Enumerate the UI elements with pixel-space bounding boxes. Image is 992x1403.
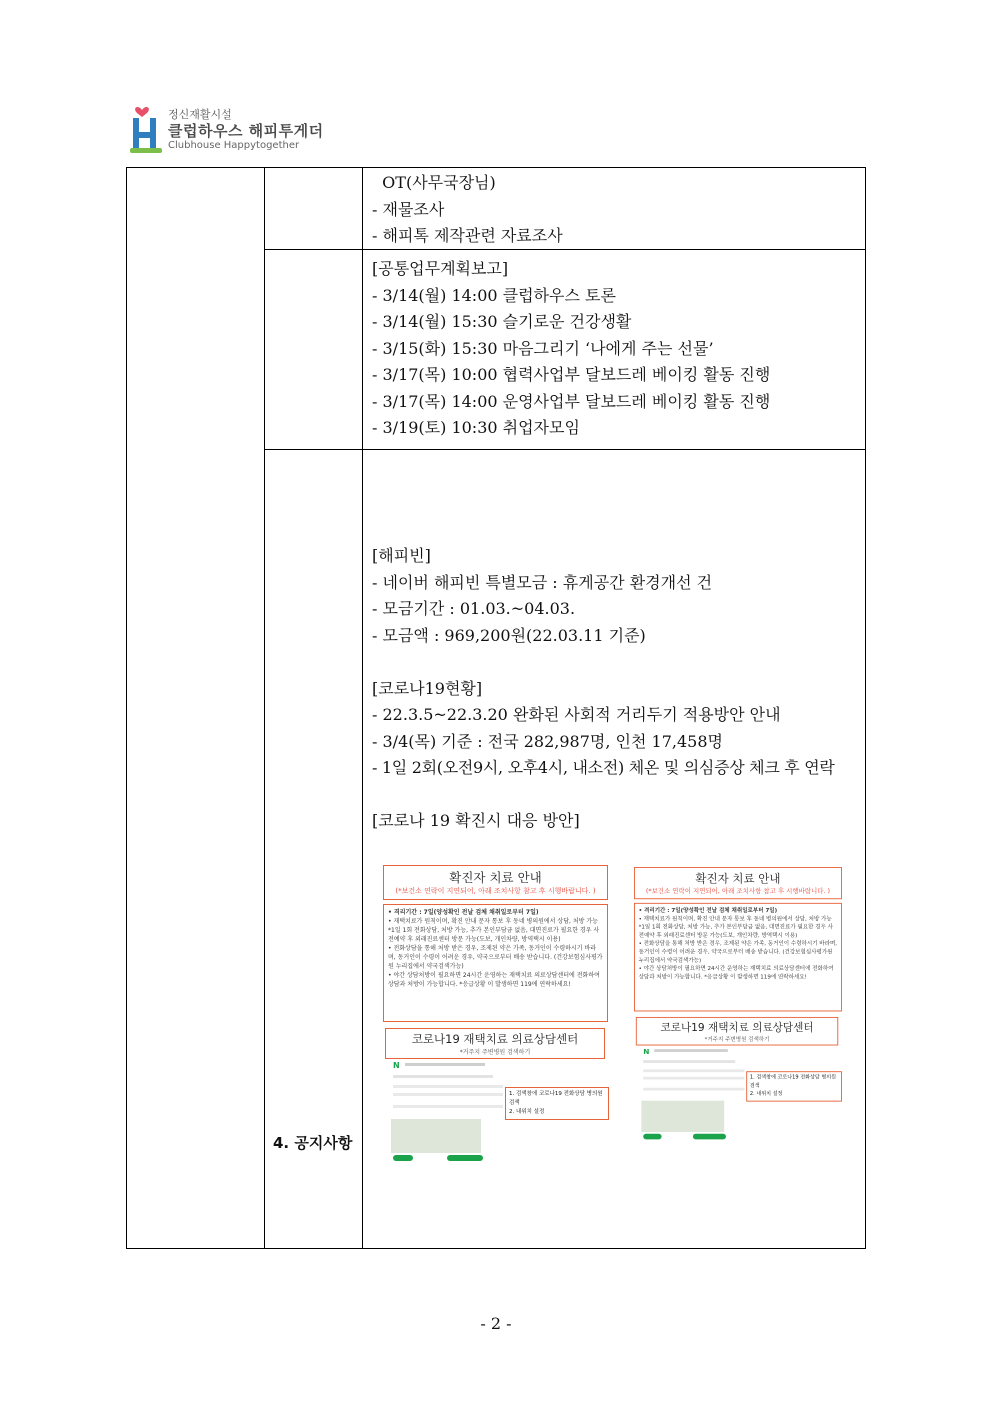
center-subtitle: *거주지 주변병원 검색하기	[459, 1049, 531, 1056]
result-line	[393, 1085, 503, 1088]
covid-notice-image-right	[634, 867, 842, 1139]
schedule-item: - 3/14(월) 15:30 슬기로운 건강생활	[372, 312, 632, 331]
logo-subtitle: 정신재활시설	[168, 108, 232, 121]
center-title: 코로나19 재택치료 의료상담센터	[411, 1032, 579, 1046]
schedule-item: - 3/14(월) 14:00 클럽하우스 토론	[372, 285, 616, 305]
map-button	[643, 1134, 661, 1140]
content-cell-3	[363, 450, 866, 1249]
section-heading: [코로나 19 확진시 대응 방안]	[372, 811, 580, 830]
content-cell-2	[363, 250, 866, 450]
callout-step: 1. 검색창에 코로나19 전화상담 병의원 검색	[509, 1091, 603, 1106]
notice-body	[634, 903, 842, 1012]
callout-step: 2. 내위치 설정	[509, 1109, 545, 1115]
content-cell-1	[363, 168, 866, 250]
result-line	[393, 1105, 503, 1108]
blank-line	[363, 649, 865, 676]
report-table	[126, 167, 866, 1249]
notice-title-box	[383, 865, 608, 900]
result-line	[643, 1088, 744, 1091]
notice-label: 4. 공지사항	[273, 1134, 353, 1152]
notice-item: • 야간 상담처방이 필요하면 24시간 운영하는 재택치료 의료상담센터에 전화하여 상담과 처방이 가능합니다. *응급상황 이 발생하면 119에 연락하세요!	[388, 972, 600, 988]
text-line: - 22.3.5~22.3.20 완화된 사회적 거리두기 적용방안 안내	[372, 705, 781, 724]
schedule-item: - 3/17(목) 14:00 운영사업부 달보드레 베이킹 활동 진행	[372, 391, 771, 411]
category-cell-2	[265, 250, 363, 450]
map-button	[393, 1155, 413, 1161]
notice-item: • 전화상담을 통해 처방 받은 경우, 조제된 약은 가족, 동거인이 수령하시기 바라며, 동거인이 수령이 어려운 경우, 약국으로부터 배송 받습니다. (건강보험심사평가원 누리집에서 약국검색가능)	[638, 940, 838, 964]
schedule-item: - 3/17(목) 10:00 협력사업부 달보드레 베이킹 활동 진행	[372, 365, 771, 384]
text-line: - 재물조사	[372, 199, 445, 219]
notice-item: • 야간 상담처방이 필요하면 24시간 운영하는 재택치료 의료상담센터에 전화하여 상담과 처방이 가능합니다. *응급상황 이 발생하면 119에 연락하세요!	[638, 965, 834, 981]
left-empty-cell	[127, 168, 265, 1249]
naver-logo: N	[643, 1047, 650, 1056]
section-heading: [공통업무계획보고]	[372, 259, 509, 278]
text-line: - 모금기간 : 01.03.~04.03.	[372, 599, 576, 618]
result-line	[643, 1069, 744, 1072]
map-button	[447, 1155, 483, 1161]
page-number: - 2 -	[480, 1314, 512, 1333]
text-line: - 1일 2회(오전9시, 오후4시, 내소전) 체온 및 의심증상 체크 후 연락	[372, 758, 835, 777]
center-title-box	[636, 1017, 838, 1046]
notice-title: 확진자 치료 안내	[449, 870, 542, 885]
naver-logo: N	[393, 1061, 400, 1070]
search-callout	[746, 1071, 842, 1101]
map-thumbnail	[641, 1101, 724, 1132]
notice-subtitle: (*보건소 연락이 지연되어, 아래 조치사항 참고 후 시행바랍니다. )	[645, 887, 831, 895]
logo-english: Clubhouse Happytogether	[168, 140, 300, 151]
text-line: OT(사무국장님)	[372, 173, 496, 192]
search-bar	[654, 1049, 728, 1052]
text-line: - 해피톡 제작관련 자료조사	[372, 226, 563, 245]
text-line: - 3/4(목) 기준 : 전국 282,987명, 인천 17,458명	[372, 731, 723, 751]
search-callout	[505, 1087, 609, 1120]
section-heading: [해피빈]	[372, 546, 431, 565]
notice-item: • 재택치료가 원칙이며, 확진 안내 문자 통보 후 동네 병의원에서 상담, 처방 가능	[388, 918, 598, 925]
logo-h-icon	[128, 104, 166, 154]
blank-line	[363, 782, 865, 809]
search-bar	[405, 1063, 485, 1066]
notice-item: *1일 1회 전화상담, 처방 가능, 추가 본인부담금 없음, 대면진료가 필요한 경우 사전예약 후 외래진료센터 방문 가능(도보, 개인차량, 방역택시 이용)	[638, 924, 833, 939]
center-subtitle: *거주지 주변병원 검색하기	[704, 1036, 770, 1043]
notice-item: • 재택치료가 원칙이며, 확진 안내 문자 통보 후 동네 병의원에서 상담, 처방 가능	[638, 915, 832, 923]
map-thumbnail	[391, 1119, 481, 1153]
notice-title: 확진자 치료 안내	[695, 871, 781, 886]
search-screenshot	[634, 1047, 842, 1139]
center-title: 코로나19 재택치료 의료상담센터	[660, 1020, 814, 1034]
callout-step: 2. 내위치 설정	[749, 1091, 783, 1097]
notice-title-box	[634, 867, 842, 899]
result-line	[393, 1093, 503, 1096]
result-line	[643, 1077, 744, 1080]
text-line: - 모금액 : 969,200원(22.03.11 기준)	[372, 625, 646, 645]
notice-item: • 격리기간 : 7일(양성확인 전날 검체 채취일로부터 7일)	[638, 907, 778, 914]
tab-bar	[393, 1075, 493, 1078]
search-screenshot	[383, 1061, 608, 1161]
map-button	[693, 1134, 726, 1140]
notice-item: • 전화상담을 통해 처방 받은 경우, 조제된 약은 가족, 동거인이 수령하시기 바라며, 동거인이 수령이 어려운 경우, 약국으로부터 배송 받습니다. (건강보험심사평가원 누리집에서 약국검색가능)	[388, 945, 603, 970]
notice-item: • 격리기간 : 7일(양성확인 전날 검체 채취일로부터 7일)	[388, 909, 539, 916]
schedule-item: - 3/15(화) 15:30 마음그리기 ‘나에게 주는 선물’	[372, 338, 714, 358]
text-line: - 네이버 해피빈 특별모금 : 휴게공간 환경개선 건	[372, 572, 713, 592]
category-cell-3	[265, 450, 363, 1249]
category-cell-1	[265, 168, 363, 250]
section-heading: [코로나19현황]	[372, 678, 483, 698]
callout-step: 1. 검색창에 코로나19 전화상담 병의원 검색	[749, 1074, 837, 1089]
center-title-box	[385, 1028, 605, 1059]
notice-item: *1일 1회 전화상담, 처방 가능, 추가 본인부담금 없음, 대면진료가 필요한 경우 사전예약 후 외래진료센터 방문 가능(도보, 개인차량, 방역택시 이용)	[388, 927, 600, 943]
schedule-item: - 3/19(토) 10:30 취업자모임	[372, 418, 580, 437]
clubhouse-logo	[128, 104, 328, 156]
notice-body	[383, 904, 608, 1022]
tab-bar	[643, 1060, 735, 1063]
logo-name: 클럽하우스 해피투게더	[168, 122, 324, 140]
notice-subtitle: (*보건소 연락이 지연되어, 아래 조치사항 참고 후 시행바랍니다. )	[395, 887, 596, 895]
covid-notice-image-left	[383, 865, 608, 1161]
